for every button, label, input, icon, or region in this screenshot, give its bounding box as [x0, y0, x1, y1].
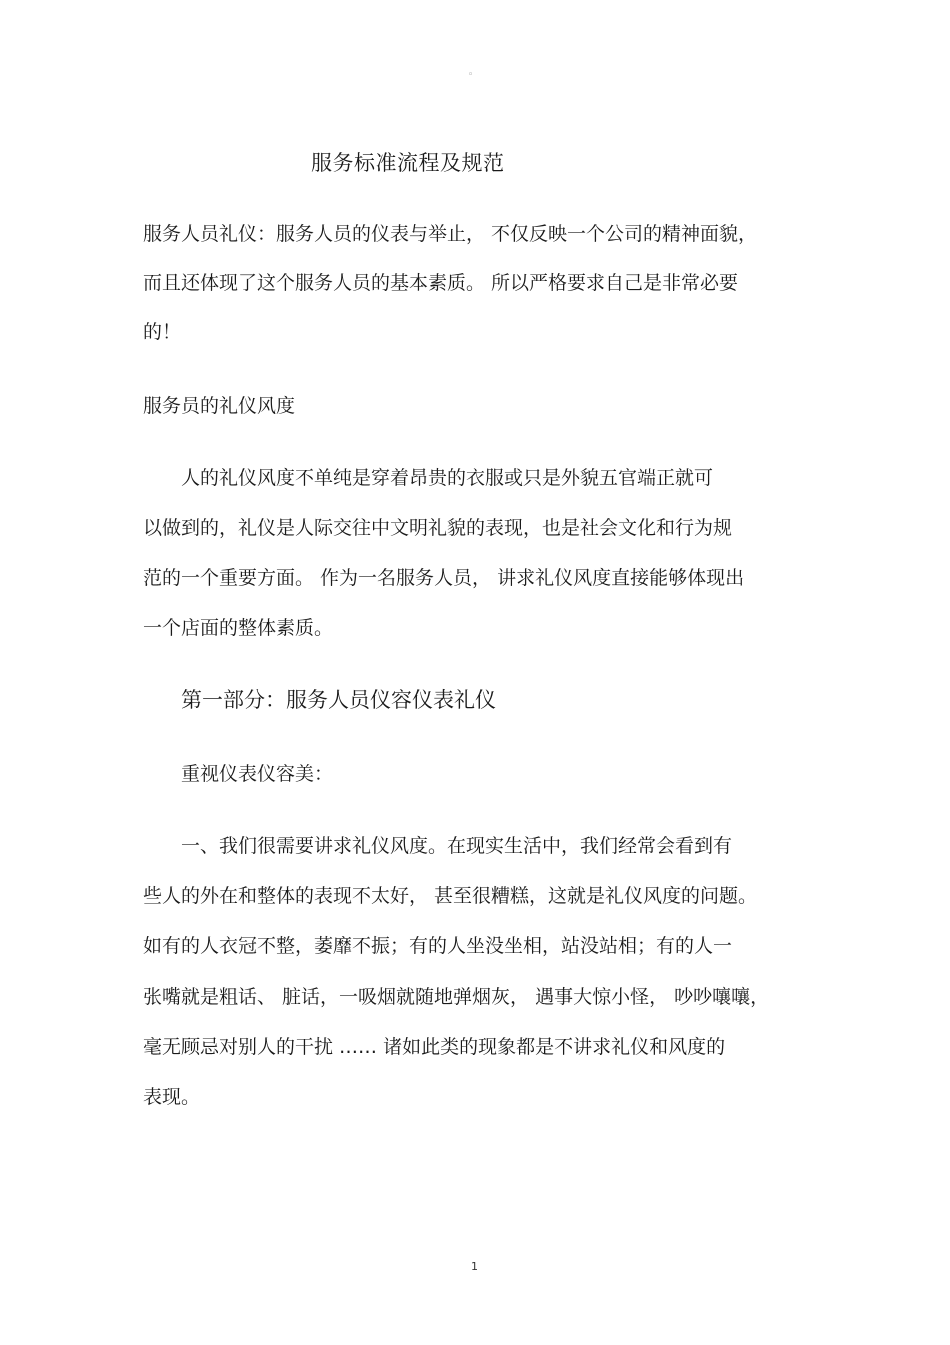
header-mark: ◦ — [468, 70, 474, 80]
section-heading: 服务员的礼仪风度 — [143, 395, 296, 417]
paragraph1-line-4: 一个店面的整体素质。 — [143, 617, 334, 639]
paragraph2-line-3: 如有的人衣冠不整，萎靡不振；有的人坐没坐相，站没站相；有的人一 — [143, 935, 733, 957]
intro-line-1: 服务人员礼仪：服务人员的仪表与举止， 不仅反映一个公司的精神面貌， — [143, 223, 758, 245]
page-number: 1 — [471, 1260, 478, 1273]
intro-line-2: 而且还体现了这个服务人员的基本素质。 所以严格要求自己是非常必要 — [143, 272, 739, 294]
paragraph2-line-1: 一、我们很需要讲求礼仪风度。在现实生活中，我们经常会看到有 — [181, 835, 733, 857]
document-title: 服务标准流程及规范 — [311, 151, 505, 175]
paragraph1-line-2: 以做到的，礼仪是人际交往中文明礼貌的表现，也是社会文化和行为规 — [143, 517, 733, 539]
paragraph2-line-4: 张嘴就是粗话、 脏话，一吸烟就随地弹烟灰， 遇事大惊小怪， 吵吵嚷嚷， — [143, 986, 770, 1008]
paragraph2-line-2: 些人的外在和整体的表现不太好， 甚至很糟糕，这就是礼仪风度的问题。 — [143, 885, 758, 907]
intro-line-3: 的！ — [143, 321, 182, 343]
paragraph1-line-3: 范的一个重要方面。 作为一名服务人员， 讲求礼仪风度直接能够体现出 — [143, 567, 745, 589]
paragraph2-line-6: 表现。 — [143, 1086, 201, 1108]
part-heading: 第一部分：服务人员仪容仪表礼仪 — [181, 688, 496, 712]
paragraph1-line-1: 人的礼仪风度不单纯是穿着昂贵的衣服或只是外貌五官端正就可 — [181, 467, 714, 489]
sub-heading: 重视仪表仪容美： — [181, 763, 334, 785]
paragraph2-line-5: 毫无顾忌对别人的干扰 …… 诸如此类的现象都是不讲求礼仪和风度的 — [143, 1036, 726, 1058]
